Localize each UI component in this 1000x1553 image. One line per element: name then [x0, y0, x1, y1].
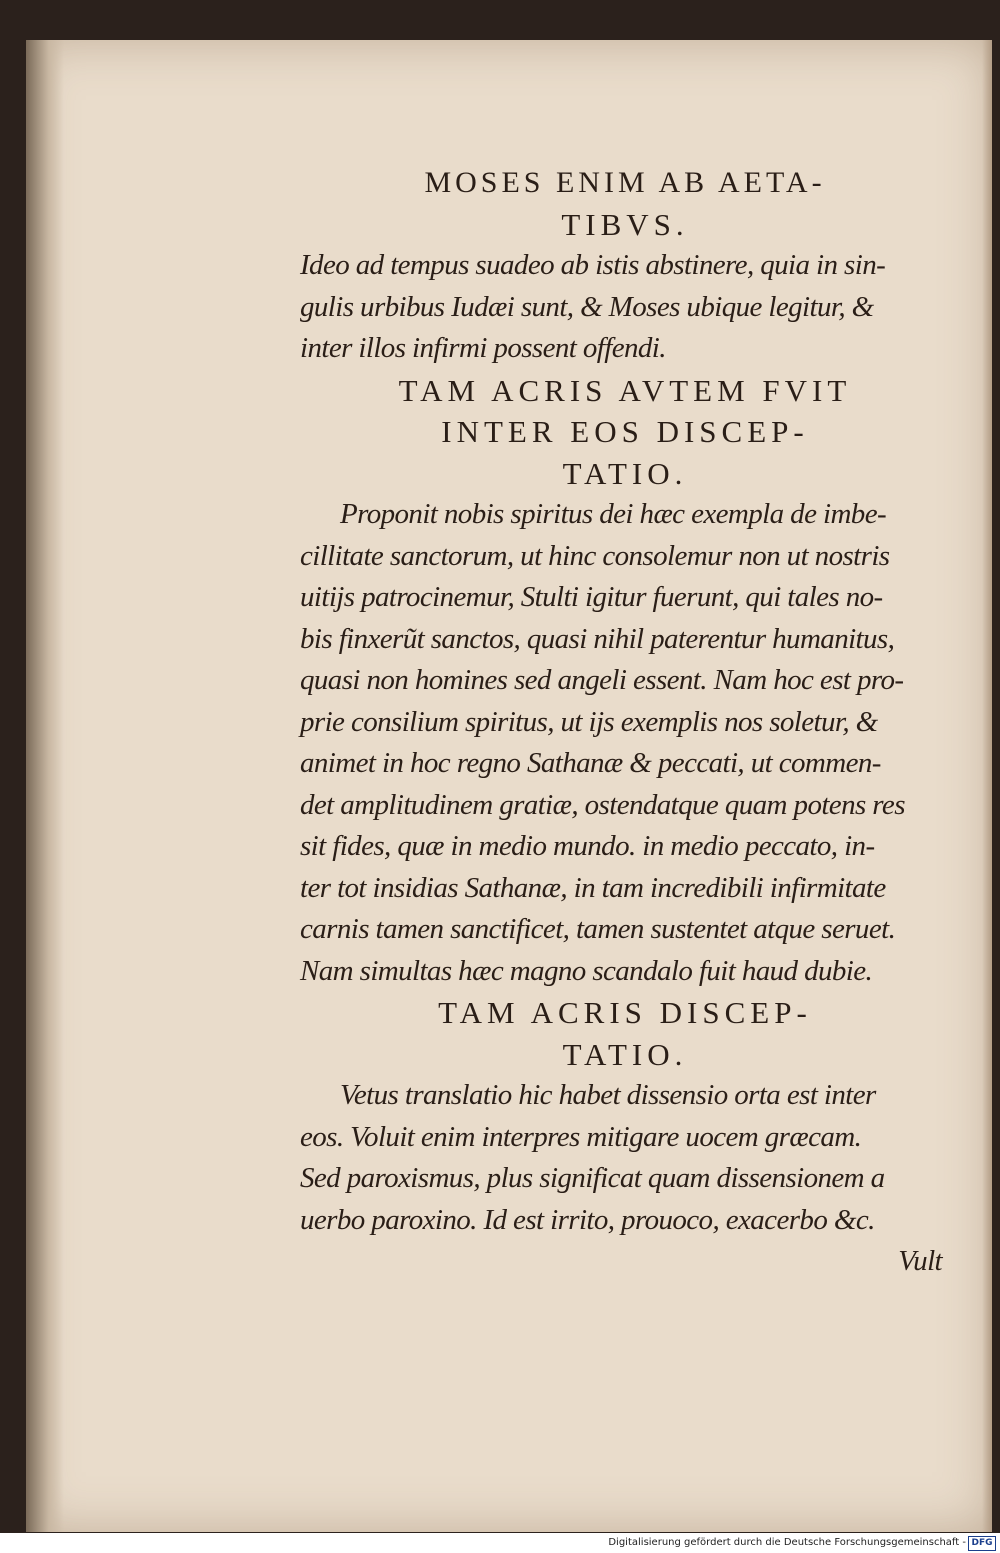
heading-line: TATIO.	[562, 455, 688, 491]
paragraph-line: Nam simultas hæc magno scandalo fuit haud dubie.	[300, 954, 873, 987]
paragraph-line: uerbo paroxino. Id est irrito, prouoco, exacerbo &c.	[300, 1203, 875, 1236]
digitization-footer	[0, 1533, 1000, 1553]
paragraph-line: Sed paroxismus, plus significat quam dissensionem a	[300, 1162, 885, 1194]
paragraph-line: eos. Voluit enim interpres mitigare uocem græcam.	[300, 1120, 862, 1153]
heading-line: TATIO.	[562, 1036, 688, 1072]
paragraph-line: prie consilium spiritus, ut ijs exemplis nos soletur, &	[300, 705, 878, 738]
running-head: MOSES ENIM AB AETA-	[424, 166, 826, 199]
heading-line: TAM ACRIS DISCEP-	[438, 995, 812, 1030]
paragraph-line: gulis urbibus Iudæi sunt, & Moses ubique legitur, &	[300, 290, 874, 323]
paragraph-line: sit fides, quæ in medio mundo. in medio peccato, in-	[300, 830, 875, 862]
paragraph-line: det amplitudinem gratiæ, ostendatque quam potens res	[300, 788, 905, 821]
paragraph-line: cillitate sanctorum, ut hinc consolemur non ut nostris	[300, 539, 890, 572]
page-edge	[982, 40, 992, 1532]
paragraph-line: Vetus translatio hic habet dissensio orta est inter	[340, 1079, 876, 1111]
book-page	[26, 40, 992, 1532]
paragraph-line: carnis tamen sanctificet, tamen sustentet atque seruet.	[300, 913, 896, 945]
catchword: Vult	[898, 1245, 942, 1277]
heading-line: TIBVS.	[561, 206, 689, 242]
dfg-logo: DFG	[968, 1536, 996, 1551]
paragraph-line: ter tot insidias Sathanæ, in tam incredibili infirmitate	[300, 871, 886, 904]
text-block	[300, 162, 950, 1283]
heading-line: TAM ACRIS AVTEM FVIT	[398, 372, 852, 408]
footer-credit: Digitalisierung gefördert durch die Deutsche Forschungsgemeinschaft -	[608, 1537, 966, 1548]
heading-line: INTER EOS DISCEP-	[441, 414, 809, 449]
paragraph-line: inter illos infirmi possent offendi.	[300, 332, 666, 364]
paragraph-line: animet in hoc regno Sathanæ & peccati, ut commen-	[300, 747, 881, 779]
page-gutter-shadow	[26, 40, 64, 1532]
paragraph-line: Ideo ad tempus suadeo ab istis abstinere, quia in sin-	[300, 249, 886, 281]
paragraph-line: uitijs patrocinemur, Stulti igitur fuerunt, qui tales no-	[300, 581, 883, 613]
paragraph-line: bis finxerũt sanctos, quasi nihil paterentur humanitus,	[300, 622, 895, 655]
paragraph-line: Proponit nobis spiritus dei hæc exempla de imbe-	[340, 498, 887, 530]
paragraph-line: quasi non homines sed angeli essent. Nam hoc est pro-	[300, 664, 904, 696]
